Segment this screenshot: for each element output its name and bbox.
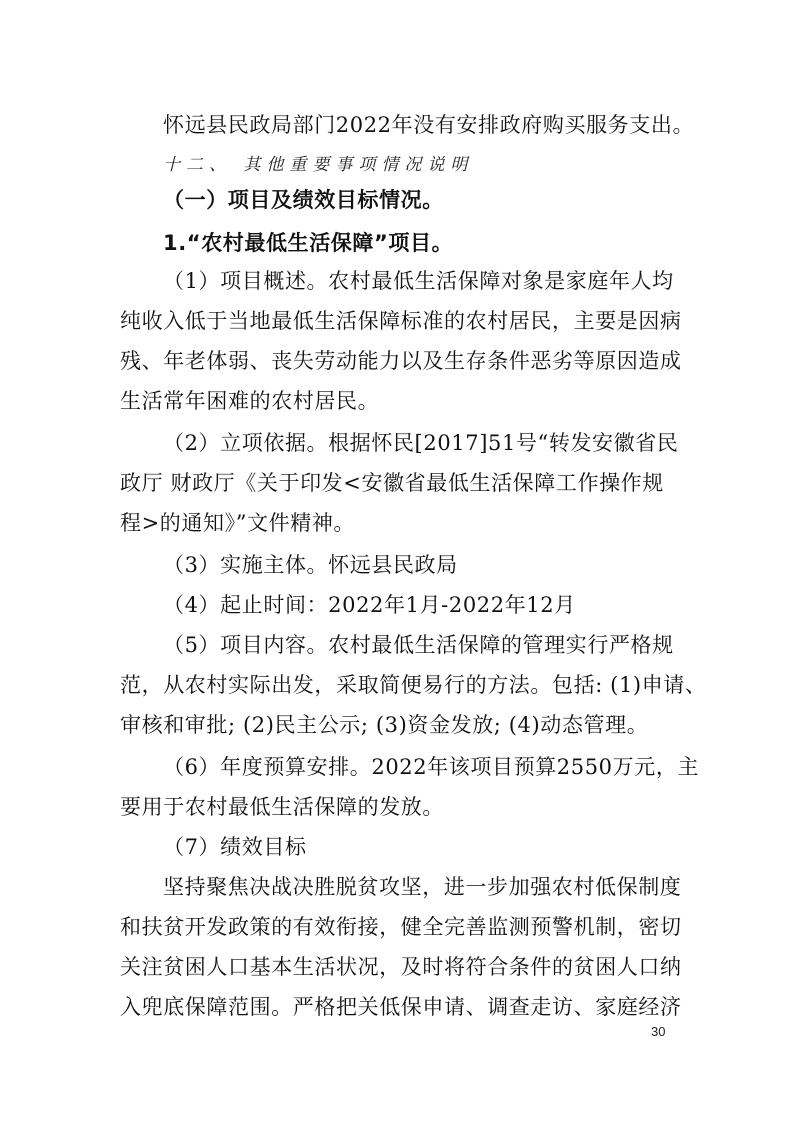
section-heading-handwritten: 十二、 其他重要事项情况说明 [163, 155, 474, 175]
paragraph-line: （3）实施主体。怀远县民政局 [163, 553, 458, 577]
page-number: 30 [651, 1024, 666, 1039]
paragraph-line: 残、年老体弱、丧失劳动能力以及生存条件恶劣等原因造成 [120, 349, 682, 373]
paragraph-line: （4）起止时间：2022年1月-2022年12月 [163, 593, 576, 617]
paragraph-line: 和扶贫开发政策的有效衔接，健全完善监测预警机制，密切 [120, 915, 682, 939]
subsection-heading: （一）项目及绩效目标情况。 [163, 188, 444, 212]
paragraph-line: （7）绩效目标 [163, 835, 307, 859]
paragraph-line: 关注贫困人口基本生活状况，及时将符合条件的贫困人口纳 [120, 955, 682, 979]
paragraph-line: 生活常年困难的农村居民。 [120, 389, 380, 413]
paragraph-line: 程>的通知》”文件精神。 [120, 511, 356, 535]
paragraph-line: 范，从农村实际出发，采取简便易行的方法。包括: (1)申请、 [120, 673, 707, 697]
paragraph-line: 要用于农村最低生活保障的发放。 [120, 795, 444, 819]
paragraph-line: 坚持聚焦决战决胜脱贫攻坚，进一步加强农村低保制度 [163, 875, 682, 899]
paragraph-line: （6）年度预算安排。2022年该项目预算2550万元，主 [163, 755, 700, 779]
paragraph-line: 审核和审批; (2)民主公示; (3)资金发放; (4)动态管理。 [120, 713, 649, 737]
paragraph-line: 政厅 财政厅《关于印发<安徽省最低生活保障工作操作规 [120, 471, 664, 495]
paragraph-line: （5）项目内容。农村最低生活保障的管理实行严格规 [163, 633, 674, 657]
project-heading: 1.“农村最低生活保障”项目。 [163, 231, 454, 255]
paragraph-line: 纯收入低于当地最低生活保障标准的农村居民，主要是因病 [120, 309, 682, 333]
paragraph-line: 入兜底保障范围。严格把关低保申请、调查走访、家庭经济 [120, 995, 682, 1019]
paragraph-line: （2）立项依据。根据怀民[2017]51号“转发安徽省民 [163, 431, 679, 455]
paragraph-line: （1）项目概述。农村最低生活保障对象是家庭年人均 [163, 269, 674, 293]
paragraph-line: 怀远县民政局部门2022年没有安排政府购买服务支出。 [163, 113, 695, 137]
